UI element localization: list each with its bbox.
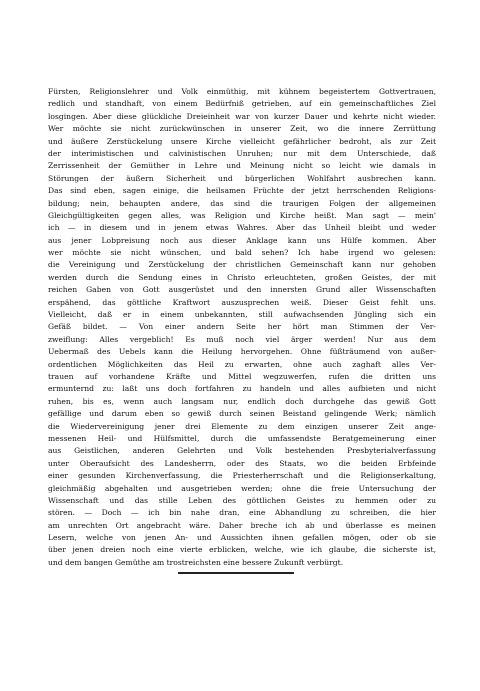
text-line-1: Fürsten, Religionslehrer und Volk einmüthig, mit kühnem begeistertem Gottvertrauen, (48, 87, 436, 96)
text-line-25: ermunternd zu: laßt uns doch fortfahren zu handeln und alles aufbieten und nicht (48, 384, 436, 394)
text-line-4: Wer möchte sie nicht zurückwünschen in unserer Zeit, wo die innere Zerrüttung (48, 124, 436, 134)
text-line-33: gleichmäßig abgehalten und ausgetrieben werden; ohne die freie Untersuchung der (48, 483, 436, 493)
text-line-8: Störungen der äußern Sicherheit und bürgerlichen Wohlfahrt ausbrechen kann. (48, 173, 436, 183)
text-line-13: aus jener Lobpreisung noch aus dieser Anklage kann uns Hülfe kommen. Aber (48, 235, 436, 245)
text-line-14: wer möchte sie nicht wünschen, und bald sehen? Ich habe irgend wo gelesen: (48, 248, 436, 258)
text-line-24: trauen auf vorhandene Kräfte und Mittel wegzuwerfen, rufen die dritten uns (48, 371, 436, 381)
text-line-9: Das sind eben, sagen einige, die heilsamen Früchte der jetzt herrschenden Religions- (48, 186, 436, 196)
text-line-31: unter Oberaufsicht des Landesherrn, oder des Staats, wo die beiden Erbfeinde (48, 458, 436, 468)
text-line-27: gefällige und darum eben so gewiß durch seinen Beistand gelingende Werk; nämlich (48, 409, 436, 419)
text-line-37: Lesern, welche von jenen An- und Aussichten ihnen gefallen mögen, oder ob sie (48, 533, 436, 543)
text-line-15: die Vereinigung und Zerstückelung der christlichen Gemeinschaft kann nur gehoben (48, 260, 436, 270)
text-line-39: und dem bangen Gemüthe am trostreichsten eine bessere Zukunft verbürgt. (48, 557, 344, 567)
text-line-16: werden durch die Sendung eines in Christo erleuchteten, großen Geistes, der mit (48, 272, 436, 282)
text-line-20: Gefäß bildet. — Von einer andern Seite her hört man Stimmen der Ver- (48, 322, 436, 332)
text-line-21: zweiflung: Alles vergeblich! Es muß noch viel ärger werden! Nur aus dem (48, 334, 436, 344)
text-line-29: messenen Heil- und Hülfsmittel, durch die umfassendste Beratgemeinerung einer (48, 433, 436, 443)
text-line-30: aus Geistlichen, anderen Gelehrten und Volk bestehenden Presbyterialverfassung (48, 446, 436, 456)
text-line-32: einer gesunden Kirchenverfassung, die Priesterherrschaft und die Religionserkaltung, (48, 471, 436, 481)
text-line-19: Vielleicht, daß er in einem unbekannten, still aufwachsenden Jüngling sich ein (48, 310, 436, 320)
text-line-18: erspähend, das göttliche Kraftwort auszusprechen weiß. Dieser Geist fehlt uns. (48, 297, 436, 307)
text-line-5: und äußere Zerstückelung unsere Kirche vielleicht gefährlicher bedroht, als zur Zeit (48, 136, 436, 146)
text-line-7: Zerrissenheit der Gemüther in Lehre und Meinung nicht so leicht wie damals in (48, 161, 436, 171)
end-rule-divider (178, 572, 294, 574)
document-page (48, 86, 436, 569)
text-line-11: Gleichgültigkeiten gegen alles, was Religion und Kirche heißt. Man sagt — mein' (48, 210, 436, 220)
text-line-28: die Wiedervereinigung jener drei Elemente zu dem einzigen unserer Zeit ange- (48, 421, 436, 431)
text-line-12: ich — in diesem und in jenem etwas Wahres. Aber das Unheil bleibt und weder (48, 223, 436, 233)
text-line-2: redlich und standhaft, von einem Bedürfniß getrieben, auf ein gemeinschaftliches Ziel (48, 99, 436, 109)
text-line-3: losgingen. Aber diese glückliche Dreieinheit war von kurzer Dauer und kehrte nicht wieder. (48, 111, 436, 121)
text-line-36: am unrechten Ort angebracht wäre. Daher breche ich ab und überlasse es meinen (48, 520, 436, 530)
text-line-6: der interimistischen und calvinistischen Unruhen; nur mit dem Unterschiede, daß (48, 148, 436, 158)
text-line-26: ruhen, bis es, wenn auch langsam nur, endlich doch durchgehe das gewiß Gott (48, 396, 436, 406)
text-line-10: bildung; nein, behaupten andere, das sind die traurigen Folgen der allgemeinen (48, 198, 436, 208)
text-line-35: stören. — Doch — ich bin nahe dran, eine Abhandlung zu schreiben, die hier (48, 508, 436, 518)
text-line-38: über jenen dreien noch eine vierte erblicken, welche, wie ich glaube, die sicherste ist, (48, 545, 436, 555)
text-line-17: reichen Gaben von Gott ausgerüstet und den innersten Grund aller Wissenschaften (48, 285, 436, 295)
text-line-34: Wissenschaft und das stille Leben des göttlichen Geistes zu hemmen oder zu (48, 495, 436, 505)
text-line-22: Uebermaß des Uebels kann die Heilung hervorgehen. Ohne füßträumend von außer- (48, 347, 436, 357)
text-line-23: ordentlichen Möglichkeiten das Heil zu erwarten, ohne auch zaghaft alles Ver- (48, 359, 436, 369)
